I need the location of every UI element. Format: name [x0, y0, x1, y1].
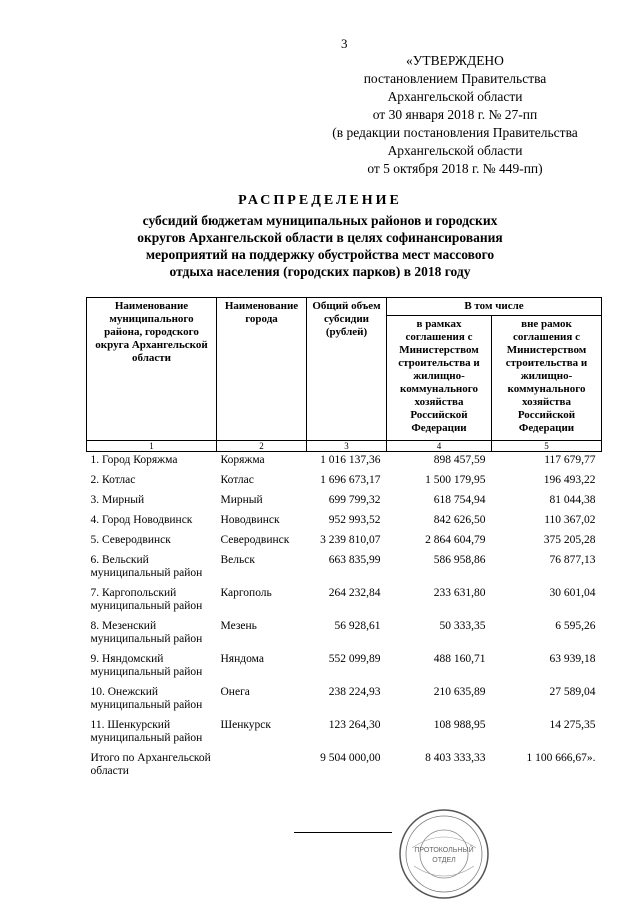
cell-within: 586 958,86 [433, 554, 486, 566]
subtitle-line: отдыха населения (городских парков) в 2018 году [169, 264, 471, 279]
cell-area: 11. Шенкурский муниципальный район [90, 719, 203, 744]
header-group: В том числе [387, 298, 602, 316]
table-row [87, 618, 602, 651]
cell-city: Онега [220, 686, 250, 698]
cell-area: 3. Мирный [90, 494, 145, 506]
cell-total: 1 016 137,36 [320, 454, 381, 466]
cell-city: Северодвинск [220, 534, 290, 546]
cell-outside: 81 044,38 [549, 494, 596, 506]
table-row [87, 532, 602, 552]
cell-city: Новодвинск [220, 514, 280, 526]
cell-within: 50 333,35 [439, 620, 486, 632]
header-total: Общий объем субсидии (рублей) [307, 298, 387, 441]
table-row [87, 512, 602, 532]
cell-area: 1. Город Коряжма [90, 454, 178, 466]
cell-outside: 117 679,77 [544, 454, 596, 466]
table-row [87, 585, 602, 618]
cell-city: Няндома [220, 653, 264, 665]
signature-line [294, 832, 392, 833]
subtitle-line: мероприятий на поддержку обустройства мест массового [145, 247, 495, 262]
cell-within: 898 457,59 [433, 454, 486, 466]
col-number: 1 [87, 441, 217, 452]
cell-total: 264 232,84 [328, 587, 381, 599]
table-row-total [87, 750, 602, 783]
cell-city: Каргополь [220, 587, 272, 599]
header-outside: вне рамок соглашения с Министерством строительства и жилищно-коммунального хозяйства Российской Федерации [492, 316, 602, 441]
cell-city: Мирный [220, 494, 263, 506]
cell-total: 238 224,93 [328, 686, 381, 698]
table-row [87, 472, 602, 492]
cell-within: 842 626,50 [433, 514, 486, 526]
cell-outside: 14 275,35 [549, 719, 596, 731]
cell-total: 123 264,30 [328, 719, 381, 731]
cell-area: 4. Город Новодвинск [90, 514, 193, 526]
approval-line: от 5 октября 2018 г. № 449-пп) [367, 161, 543, 176]
subsidy-table [86, 297, 602, 783]
cell-area: 2. Котлас [90, 474, 136, 486]
svg-text:ОТДЕЛ: ОТДЕЛ [432, 857, 456, 864]
cell-city: Коряжма [220, 454, 265, 466]
cell-within: 1 500 179,95 [425, 474, 486, 486]
cell-area: 10. Онежский муниципальный район [90, 686, 203, 711]
approval-block [300, 52, 610, 178]
cell-within: 488 160,71 [433, 653, 486, 665]
cell-city: Вельск [220, 554, 255, 566]
cell-area: 5. Северодвинск [90, 534, 171, 546]
approval-line: Архангельской области [387, 143, 523, 158]
cell-total: 952 993,52 [328, 514, 381, 526]
header-city: Наименование города [217, 298, 307, 441]
cell-outside: 6 595,26 [555, 620, 596, 632]
table-row [87, 492, 602, 512]
approval-line: «УТВЕРЖДЕНО [406, 53, 504, 68]
cell-total: 699 799,32 [328, 494, 381, 506]
cell-within: 210 635,89 [433, 686, 486, 698]
cell-within: 2 864 604,79 [425, 534, 486, 546]
cell-total: 9 504 000,00 [320, 752, 381, 764]
svg-text:ПРОТОКОЛЬНЫЙ: ПРОТОКОЛЬНЫЙ [414, 847, 474, 854]
cell-total: 3 239 810,07 [320, 534, 381, 546]
cell-city: Шенкурск [220, 719, 271, 731]
cell-outside: 30 601,04 [549, 587, 596, 599]
cell-city: Мезень [220, 620, 257, 632]
cell-total: 1 696 673,17 [320, 474, 381, 486]
approval-line: Архангельской области [387, 89, 523, 104]
col-number: 4 [387, 441, 492, 452]
cell-outside: 110 367,02 [544, 514, 596, 526]
table-row [87, 452, 602, 473]
page-number: 3 [341, 36, 348, 51]
cell-area: 6. Вельский муниципальный район [90, 554, 203, 579]
table-row [87, 684, 602, 717]
approval-line: постановлением Правительства [363, 71, 547, 86]
header-area: Наименование муниципального района, городского округа Архангельской области [87, 298, 217, 441]
cell-outside: 196 493,22 [543, 474, 596, 486]
official-stamp-icon [398, 808, 490, 900]
cell-total: 552 099,89 [328, 653, 381, 665]
cell-city [217, 750, 307, 783]
cell-area: 8. Мезенский муниципальный район [90, 620, 203, 645]
col-number: 3 [307, 441, 387, 452]
col-number: 5 [492, 441, 602, 452]
subtitle-line: округов Архангельской области в целях софинансирования [137, 230, 503, 245]
cell-within: 233 631,80 [433, 587, 486, 599]
cell-area: 9. Няндомский муниципальный район [90, 653, 203, 678]
cell-outside: 27 589,04 [549, 686, 596, 698]
cell-total: 663 835,99 [328, 554, 381, 566]
document-subtitle [100, 212, 540, 280]
cell-outside: 375 205,28 [543, 534, 596, 546]
table-row [87, 651, 602, 684]
cell-total: 56 928,61 [334, 620, 381, 632]
cell-area: Итого по Архангельской области [90, 752, 211, 777]
col-number: 2 [217, 441, 307, 452]
cell-within: 618 754,94 [433, 494, 486, 506]
cell-outside: 76 877,13 [549, 554, 596, 566]
cell-outside: 1 100 666,67». [526, 752, 596, 764]
cell-within: 108 988,95 [433, 719, 486, 731]
table-row [87, 717, 602, 750]
approval-line: (в редакции постановления Правительства [332, 125, 578, 140]
document-title: РАСПРЕДЕЛЕНИЕ [238, 193, 402, 208]
header-within: в рамках соглашения с Министерством строительства и жилищно-коммунального хозяйства Российской Федерации [387, 316, 492, 441]
table-row [87, 552, 602, 585]
approval-line: от 30 января 2018 г. № 27-пп [372, 107, 538, 122]
cell-city: Котлас [220, 474, 254, 486]
cell-outside: 63 939,18 [549, 653, 596, 665]
cell-area: 7. Каргопольский муниципальный район [90, 587, 203, 612]
cell-within: 8 403 333,33 [425, 752, 486, 764]
subtitle-line: субсидий бюджетам муниципальных районов и городских [142, 213, 498, 228]
